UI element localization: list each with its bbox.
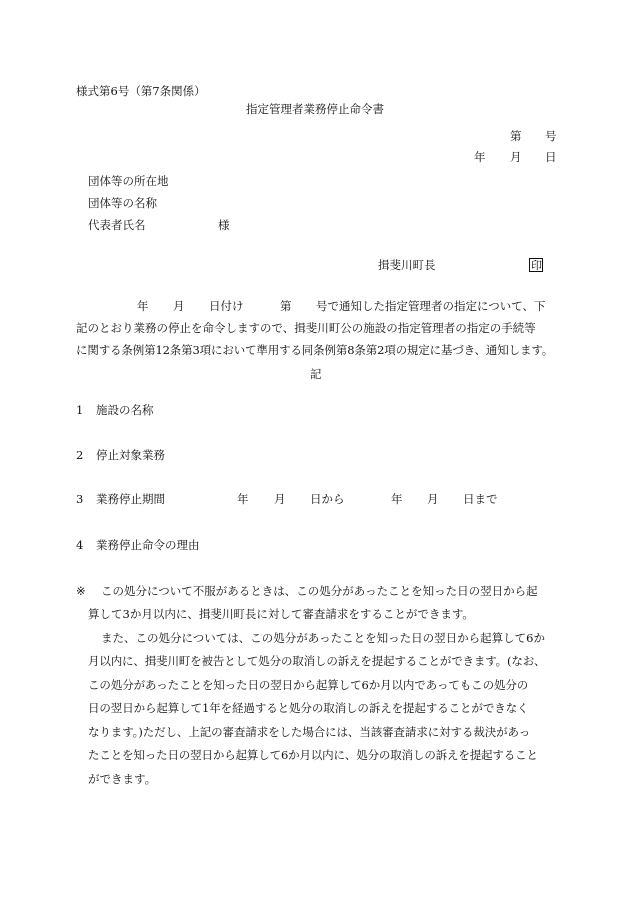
- item-2-label: 停止対象業務: [96, 448, 165, 462]
- recipient-rep-label: 代表者氏名: [88, 218, 146, 232]
- recipient-name-label: 団体等の名称: [88, 196, 157, 210]
- period-from: 日から: [310, 492, 345, 506]
- ki-heading: 記: [310, 367, 322, 381]
- period-month2: 月: [427, 492, 439, 506]
- period-until: 日まで: [463, 492, 498, 506]
- body-line1-tail: 号で通知した指定管理者の指定について、下: [316, 299, 546, 313]
- body-line3: に関する条例第12条第3項において準用する同条例第8条第2項の規定に基づき、通知します。: [76, 343, 554, 357]
- note-line-8: たことを知った日の翌日から起算して6か月以内に、処分の取消しの訴えを提起すること: [88, 748, 538, 762]
- item-3-num: 3: [76, 492, 84, 506]
- item-4-label: 業務停止命令の理由: [96, 538, 200, 552]
- note-line-5: この処分があったことを知った日の翌日から起算して6か月以内であってもこの処分の: [88, 678, 529, 692]
- date-year: 年: [474, 150, 486, 164]
- number-go: 号: [545, 129, 557, 143]
- seal-text: 印: [531, 259, 542, 272]
- body-line2: 記のとおり業務の停止を命令しますので、揖斐川町公の施設の指定管理者の指定の手続等: [76, 321, 536, 335]
- recipient-sama: 様: [218, 218, 230, 232]
- period-year2: 年: [391, 492, 403, 506]
- period-year1: 年: [237, 492, 249, 506]
- note-line-3: また、この処分については、この処分があったことを知った日の翌日から起算して6か: [101, 631, 545, 645]
- note-line-1: この処分について不服があるときは、この処分があったことを知った日の翌日から起: [101, 584, 538, 598]
- document-title: 指定管理者業務停止命令書: [246, 102, 384, 116]
- date-month: 月: [510, 150, 522, 164]
- item-2-num: 2: [76, 448, 84, 462]
- item-3-label: 業務停止期間: [96, 492, 165, 506]
- body-dated: 日付け: [209, 299, 244, 313]
- note-line-7: なります。)ただし、上記の審査請求をした場合には、当該審査請求に対する裁決があっ: [88, 725, 531, 739]
- body-year: 年: [137, 299, 149, 313]
- form-id: 様式第6号（第7条関係）: [76, 84, 206, 98]
- seal-mark: [529, 258, 543, 272]
- date-day: 日: [545, 150, 557, 164]
- body-dai: 第: [280, 299, 292, 313]
- issuer-title: 揖斐川町長: [378, 258, 436, 272]
- item-4-num: 4: [76, 538, 84, 552]
- note-line-2: 算して3か月以内に、揖斐川町長に対して審査請求をすることができます。: [88, 607, 474, 621]
- item-1-label: 施設の名称: [96, 403, 154, 417]
- recipient-address-label: 団体等の所在地: [88, 174, 169, 188]
- number-dai: 第: [510, 129, 522, 143]
- item-1-num: 1: [76, 403, 84, 417]
- body-month: 月: [173, 299, 185, 313]
- note-line-4: 月以内に、揖斐川町を被告として処分の取消しの訴えを提起することができます。(なお、: [88, 654, 546, 668]
- note-mark: ※: [76, 584, 86, 598]
- note-line-6: 日の翌日から起算して1年を経過すると処分の取消しの訴えを提起することができなく: [88, 701, 529, 715]
- period-month1: 月: [274, 492, 286, 506]
- note-line-9: ができます。: [88, 772, 157, 786]
